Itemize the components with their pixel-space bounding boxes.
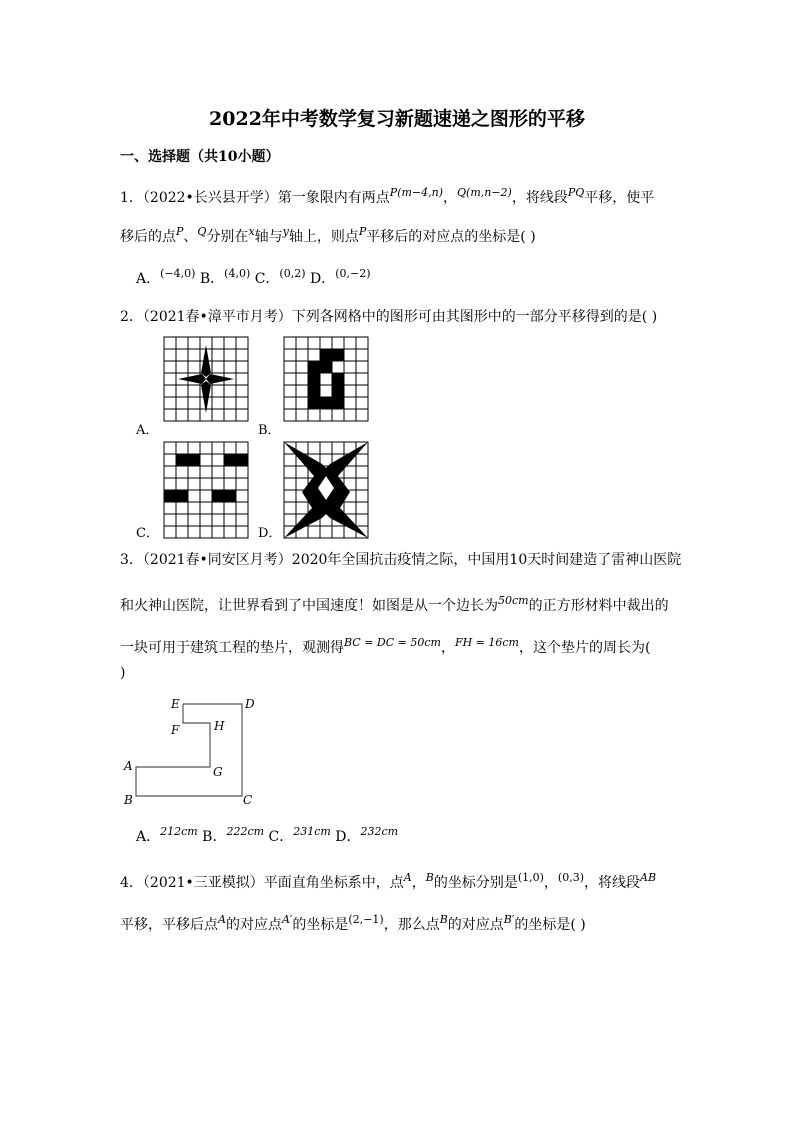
q4-l2a: 平移，平移后点 [120,917,218,933]
q4-l2f: 的坐标是( ) [514,917,586,933]
q3-figure [118,690,268,814]
q4-coord-A-prime: (2,−1) [348,913,384,926]
q4-B2: B [439,913,448,926]
grid-d-label: D． [258,526,282,541]
q1-point-P: P(m−4,n) [389,186,444,199]
q3-l3a: 一块可用于建筑工程的垫片，观测得 [120,640,344,656]
q1-l2c: 轴与 [254,229,283,245]
q3-option-c: 231cm [293,825,331,838]
grid-a [164,337,248,421]
q2-grid-figures [120,334,390,544]
pt-C: C [243,793,253,807]
q1-option-b: (4,0) [224,267,251,280]
q3-l2a: 和火神山医院，让世界看到了中国速度！如图是从一个边长为 [120,598,498,614]
q1-options [136,264,370,289]
q3-options [136,822,398,847]
q4-A-prime: A′ [281,913,293,926]
q3-line3 [120,633,650,658]
q1-prefix: 1．（2022•长兴县开学）第一象限内有两点 [120,190,390,206]
pt-H: H [214,719,225,733]
q4-AB: AB [640,871,657,884]
q1-point-Q: Q(m,n−2) [457,186,512,199]
q4-l1b: 的坐标分别是 [433,875,518,891]
pt-G: G [213,765,223,779]
q1-l2e: 平移后的对应点的坐标是( ) [366,229,536,245]
q3-eq2: FH = 16cm [454,636,519,649]
q1-option-c: (0,2) [279,267,306,280]
grid-b-label: B． [258,423,281,438]
pt-A: A [124,759,133,773]
q4-B-prime: B′ [503,913,515,926]
pt-B: B [124,793,133,807]
q3-option-a-label: A． [136,829,161,845]
grid-d [284,442,368,538]
q2-text: 2．（2021春•漳平市月考）下列各网格中的图形可由其图形中的一部分平移得到的是( ) [120,309,658,325]
q3-option-d: 232cm [360,825,399,838]
q1-sep: ， [443,190,458,206]
q3-l2b: 的正方形材料中裁出的 [528,598,669,614]
q4-l2e: 的对应点 [447,917,504,933]
q4-coord-B: (0,3) [557,871,584,884]
q3-sep: ， [440,640,455,656]
q3-length: 50cm [498,594,529,607]
q4-A2: A [218,913,226,926]
section-heading: 一、选择题（共10小题） [120,149,280,165]
q3-option-b: 222cm [226,825,265,838]
q1-option-d: (0,−2) [335,267,371,280]
q1-y: y [282,225,289,238]
q1-option-a: (−4,0) [160,267,196,280]
q1-c1: 、 [183,229,198,245]
q4-line1 [120,868,656,893]
q3-option-a: 212cm [160,825,198,838]
q1-p2: P [358,225,367,238]
q3-option-c-label: C． [268,829,294,845]
grid-b [284,337,368,421]
q3-eq1: BC = DC = 50cm [344,636,441,649]
q4-l2c: 的坐标是 [292,917,349,933]
q1-option-b-label: B． [199,271,225,287]
q1-l2b: 分别在 [206,229,249,245]
q4-coord-A: (1,0) [517,871,544,884]
q1-option-c-label: C． [254,271,280,287]
q1-line1 [120,183,654,208]
q1-p: P [176,225,184,238]
q4-c2: ， [543,875,558,891]
q1-end: 平移，使平 [584,190,655,206]
q1-segment: PQ [567,186,585,199]
q3-l3b: ，这个垫片的周长为( [518,640,651,656]
pt-D: D [245,697,255,711]
pt-F: F [171,723,180,737]
q3-option-d-label: D． [335,829,361,845]
q1-l2d: 轴上，则点 [288,229,359,245]
q3-line1: 3．（2021春•同安区月考）2020年全国抗击疫情之际，中国用10天时间建造了雷神山医院 [120,552,682,568]
q4-l1a: 4．（2021•三亚模拟）平面直角坐标系中，点 [120,875,404,891]
grid-c [164,442,248,538]
q4-B: B [425,871,434,884]
pt-E: E [171,697,180,711]
page-title: 2022年中考数学复习新题速递之图形的平移 [209,108,585,130]
grid-c-label: C． [136,526,159,541]
q1-q: Q [197,225,207,238]
q3-line4: ) [120,665,126,681]
q4-c1: ， [411,875,426,891]
q4-l2b: 的对应点 [225,917,282,933]
q4-line2 [120,910,586,935]
grid-a-label: A． [136,423,159,438]
q4-l1c: ，将线段 [584,875,640,891]
q1-option-d-label: D． [309,271,336,287]
q4-A: A [403,871,412,884]
q3-line2 [120,591,669,616]
q4-l2d: ，那么点 [383,917,440,933]
q1-line2 [120,222,536,247]
q1-l2a: 移后的点 [120,229,176,245]
q1-option-a-label: A． [136,271,161,287]
q1-x: x [248,225,255,238]
q1-mid: ，将线段 [511,190,568,206]
q3-option-b-label: B． [202,829,227,845]
